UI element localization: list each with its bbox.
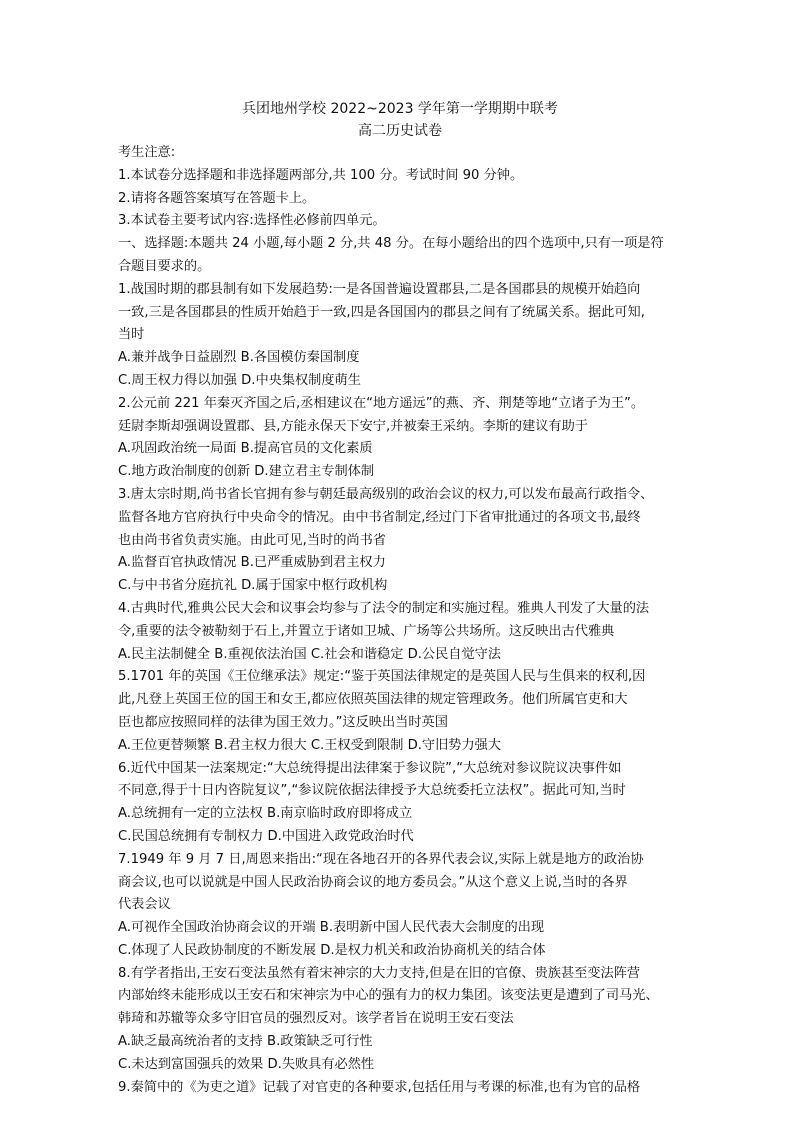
question-options: A.可视作全国政治协商会议的开端 B.表明新中国人民代表大会制度的出现 — [118, 920, 545, 936]
question-stem: 此,凡登上英国王位的国王和女王,都应依照英国法律的规定管理政务。他们所属官吏和大 — [118, 692, 628, 708]
notice-heading: 考生注意: — [118, 145, 176, 160]
question-options: C.周王权力得以加强 D.中央集权制度萌生 — [118, 372, 361, 388]
notice-item: 2.请将各题答案填写在答题卡上。 — [118, 190, 316, 206]
question-4 — [118, 598, 682, 666]
exam-title: 兵团地州学校 2022~2023 学年第一学期期中联考 — [242, 101, 558, 117]
question-stem: 3.唐太宗时期,尚书省长官拥有参与朝廷最高级别的政治会议的权力,可以发布最高行政指令、 — [118, 486, 654, 502]
question-stem: 令,重要的法令被勒刻于石上,并置立于诸如卫城、广场等公共场所。这反映出古代雅典 — [118, 623, 615, 639]
question-stem: 8.有学者指出,王安石变法虽然有着宋神宗的大力支持,但是在旧的官僚、贵族甚至变法阵营 — [118, 965, 641, 981]
question-3 — [118, 484, 682, 598]
question-stem: 6.近代中国某一法案规定:“大总统得提出法律案于参议院”,“大总统对参议院议决事件如 — [118, 760, 622, 776]
question-6 — [118, 758, 682, 849]
notice-item: 1.本试卷分选择题和非选择题两部分,共 100 分。考试时间 90 分钟。 — [118, 167, 524, 183]
question-1 — [118, 279, 682, 393]
question-stem: 1.战国时期的郡县制有如下发展趋势:一是各国普遍设置郡县,二是各国郡县的规模开始趋向 — [118, 281, 641, 297]
section-instruction: 一、选择题:本题共 24 小题,每小题 2 分,共 48 分。在每小题给出的四个选项中,只有一项是符 — [118, 236, 664, 252]
question-stem: 内部始终未能形成以王安石和宋神宗为中心的强有力的权力集团。该变法更是遭到了司马光、 — [118, 988, 659, 1004]
question-options: C.未达到富国强兵的效果 D.失败具有必然性 — [118, 1056, 375, 1072]
question-stem: 臣也都应按照同样的法律为国王效力。”这反映出当时英国 — [118, 714, 448, 730]
question-7 — [118, 849, 682, 963]
question-stem: 商会议,也可以说就是中国人民政治协商会议的地方委员会。”从这个意义上说,当时的各界 — [118, 874, 628, 890]
question-stem: 2.公元前 221 年秦灭齐国之后,丞相建议在“地方遥远”的燕、齐、荆楚等地“立诸子为王”。 — [118, 395, 645, 411]
question-options: A.兼并战争日益剧烈 B.各国模仿秦国制度 — [118, 350, 360, 366]
question-stem: 韩琦和苏辙等众多守旧官员的强烈反对。该学者旨在说明王安石变法 — [118, 1011, 514, 1027]
exam-subtitle: 高二历史试卷 — [358, 123, 442, 139]
question-stem: 一致,三是各国郡县的性质开始趋于一致,四是各国国内的郡县之间有了统属关系。据此可知, — [118, 304, 645, 320]
question-options: C.地方政治制度的创新 D.建立君主专制体制 — [118, 464, 375, 480]
question-stem: 代表会议 — [118, 897, 171, 913]
question-options: A.总统拥有一定的立法权 B.南京临时政府即将成立 — [118, 806, 413, 822]
exam-content — [118, 142, 682, 1099]
question-stem: 不同意,得于十日内咨院复议”,“参议院依据法律授予大总统委托立法权”。据此可知,当时 — [118, 783, 626, 799]
question-9 — [118, 1077, 682, 1100]
question-stem: 廷尉李斯却强调设置郡、县,方能永保天下安宁,并被秦王采纳。李斯的建议有助于 — [118, 418, 588, 434]
question-stem: 监督各地方官府执行中央命令的情况。由中书省制定,经过门下省审批通过的各项文书,最终 — [118, 509, 641, 525]
question-2 — [118, 393, 682, 484]
question-stem: 4.古典时代,雅典公民大会和议事会均参与了法令的制定和实施过程。雅典人刊发了大量的法 — [118, 600, 650, 616]
question-stem: 也由尚书省负责实施。由此可见,当时的尚书省 — [118, 532, 386, 548]
question-stem: 当时 — [118, 327, 145, 343]
question-options: A.巩固政治统一局面 B.提高官员的文化素质 — [118, 441, 373, 457]
question-options: A.缺乏最高统治者的支持 B.政策缺乏可行性 — [118, 1034, 373, 1050]
question-options: C.与中书省分庭抗礼 D.属于国家中枢行政机构 — [118, 578, 388, 594]
question-options: A.监督百官执政情况 B.已严重威胁到君主权力 — [118, 555, 386, 571]
question-options: C.体现了人民政协制度的不断发展 D.是权力机关和政治协商机关的结合体 — [118, 942, 546, 958]
question-stem: 7.1949 年 9 月 7 日,周恩来指出:“现在各地召开的各界代表会议,实际上就是地方的政治协 — [118, 851, 644, 867]
question-8 — [118, 963, 682, 1077]
question-5 — [118, 666, 682, 757]
question-options: C.民国总统拥有专制权力 D.中国进入政党政治时代 — [118, 828, 414, 844]
question-stem: 9.秦简中的《为吏之道》记载了对官吏的各种要求,包括任用与考课的标准,也有为官的品格 — [118, 1079, 641, 1095]
section-instruction: 合题目要求的。 — [118, 258, 211, 274]
question-options: A.王位更替频繁 B.君主权力很大 C.王权受到限制 D.守旧势力强大 — [118, 737, 502, 753]
question-options: A.民主法制健全 B.重视依法治国 C.社会和谐稳定 D.公民自觉守法 — [118, 646, 502, 662]
notice-item: 3.本试卷主要考试内容:选择性必修前四单元。 — [118, 213, 386, 229]
question-stem: 5.1701 年的英国《王位继承法》规定:“鉴于英国法律规定的是英国人民与生俱来的权利,因 — [118, 669, 646, 685]
